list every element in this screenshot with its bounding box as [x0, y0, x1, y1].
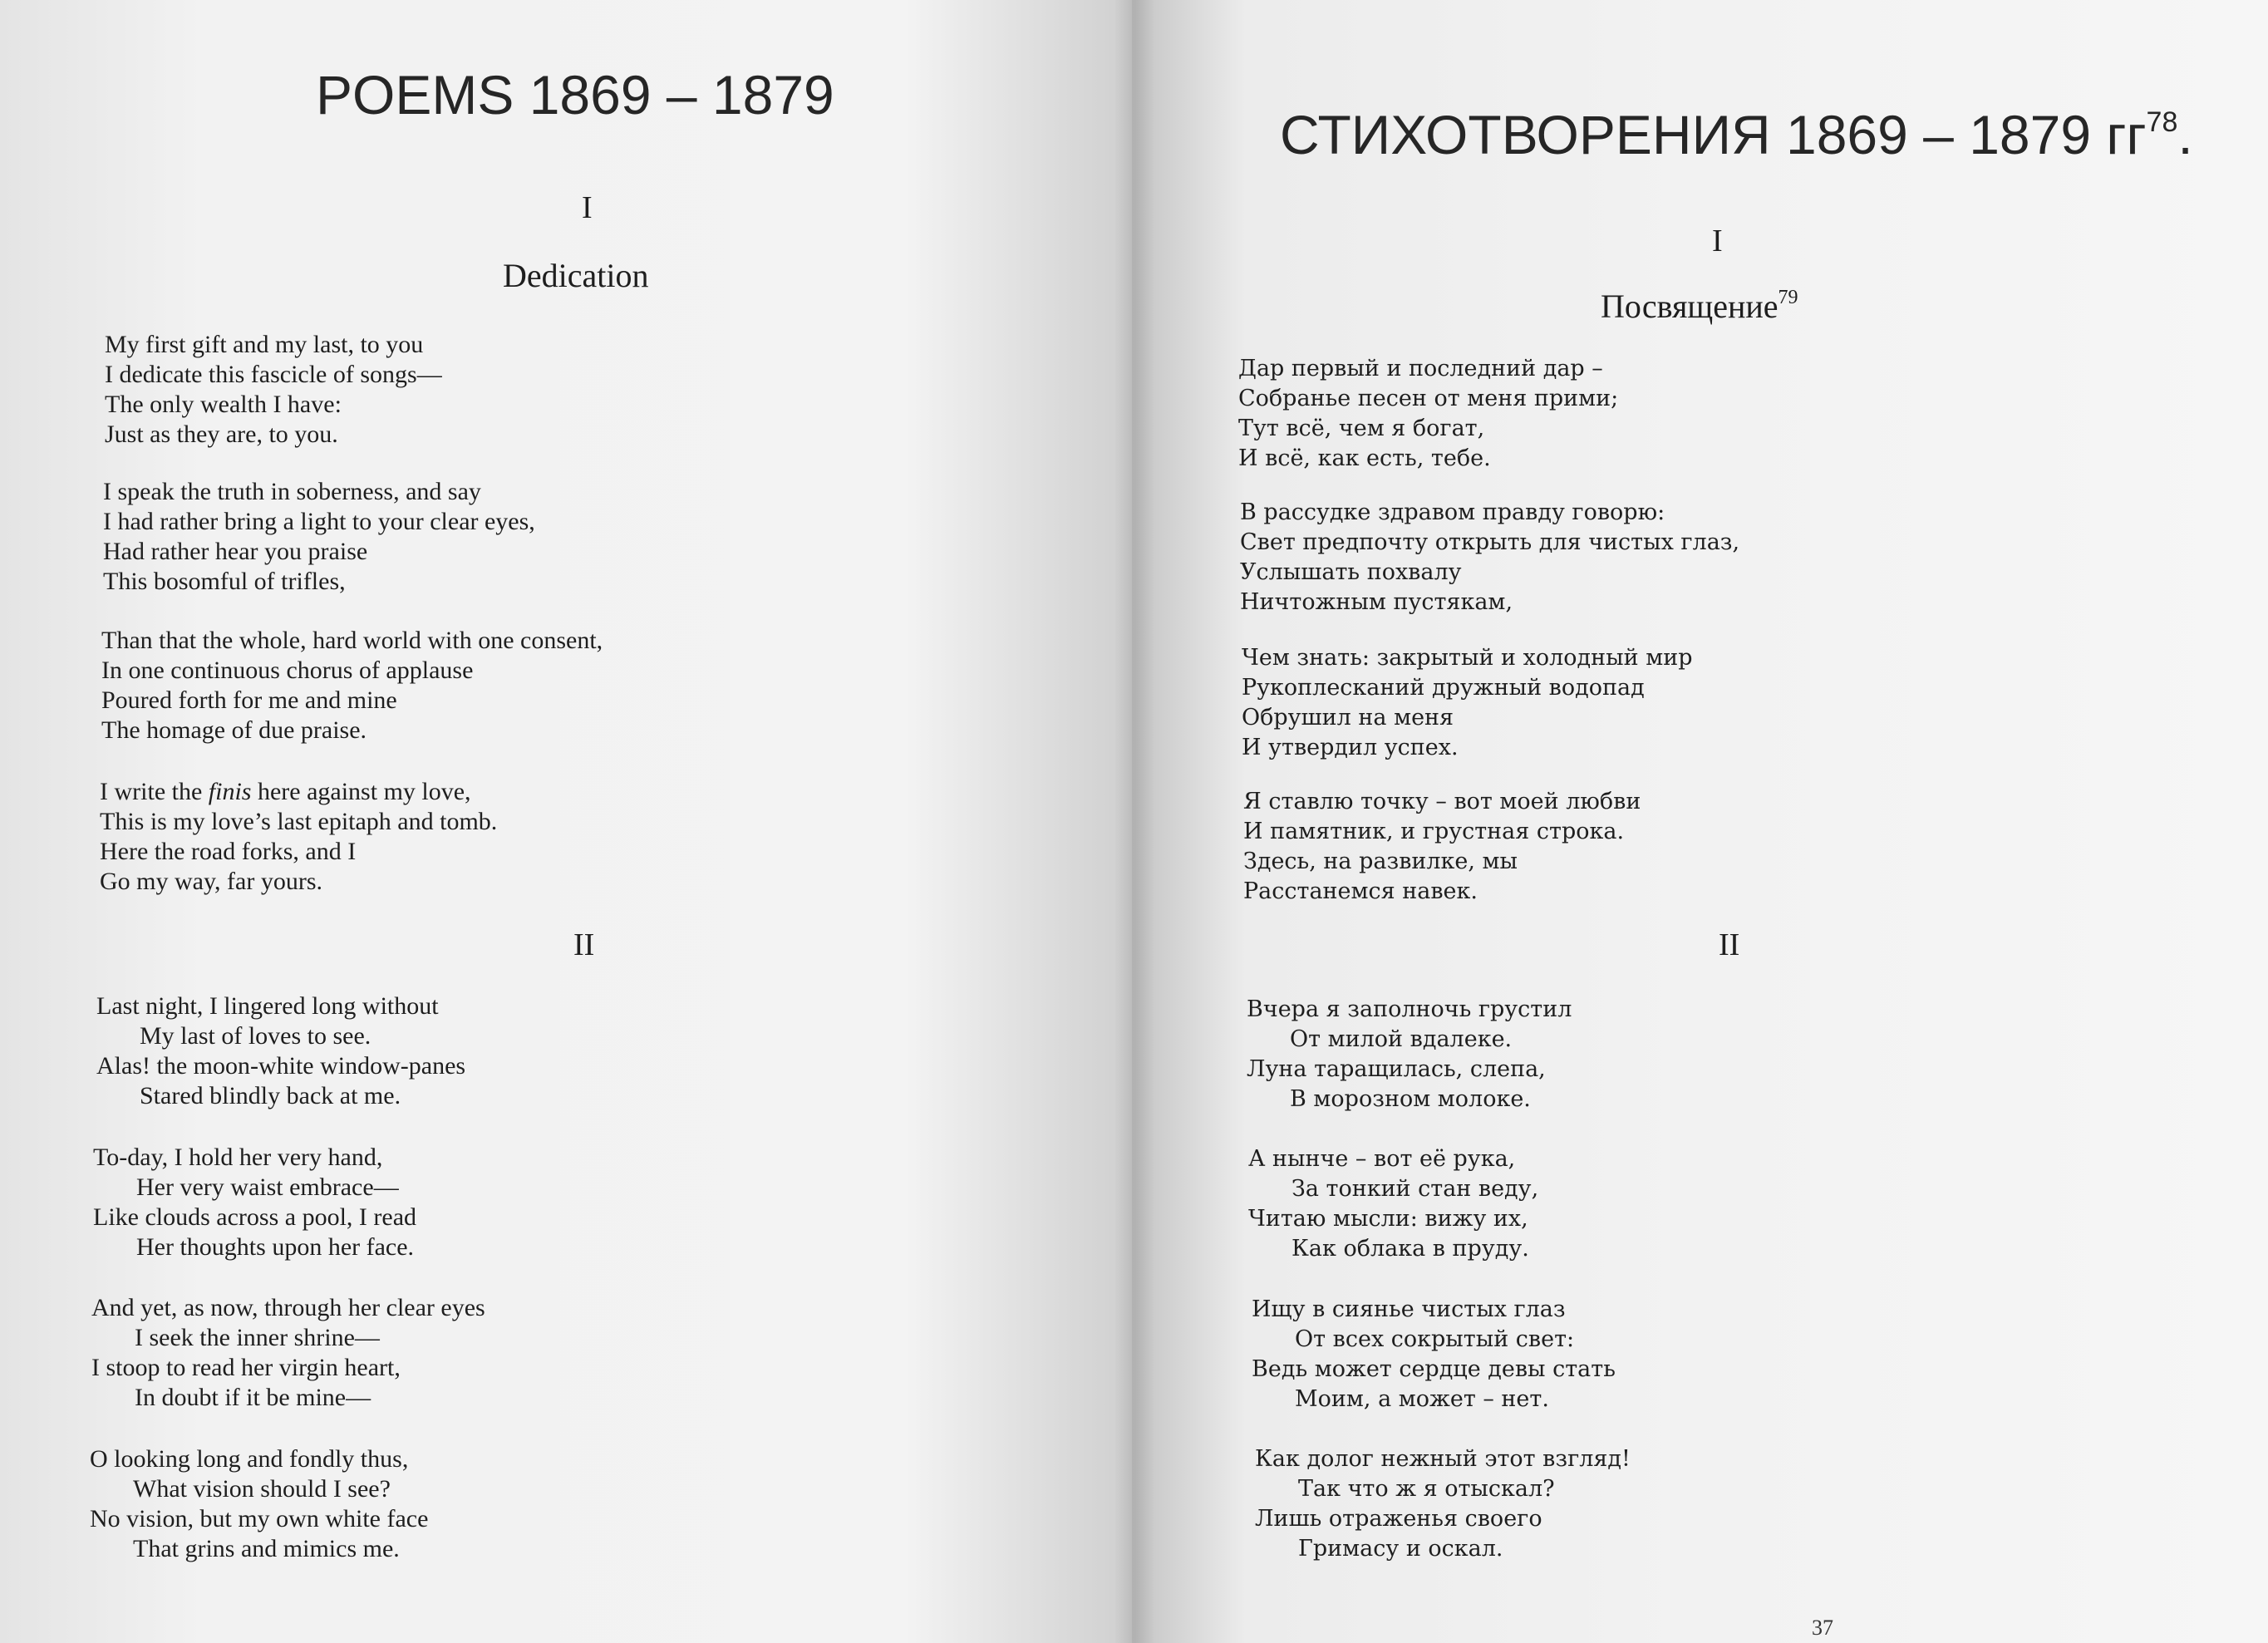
poem-line: No vision, but my own white face [90, 1505, 429, 1532]
poem-line: Her thoughts upon her face. [136, 1233, 415, 1261]
left-stanza-2-3 [91, 1293, 485, 1413]
poem-line: Луна таращилась, слепа, [1247, 1056, 1546, 1082]
poem-line: Обрушил на меня [1242, 705, 1454, 730]
poem-line: Her very waist embrace— [136, 1173, 399, 1201]
left-page [0, 0, 1132, 1643]
left-stanza-1-4 [100, 777, 497, 897]
left-stanza-1-2 [103, 477, 535, 597]
line-text: here against my love, [251, 778, 471, 805]
poem-line: The only wealth I have: [105, 391, 342, 418]
right-stanza-2-4 [1255, 1444, 1631, 1564]
poem-line: Так что ж я отыскал? [1298, 1476, 1555, 1502]
right-stanza-2-1 [1247, 995, 1572, 1114]
poem-line: And yet, as now, through her clear eyes [91, 1294, 485, 1321]
poem-line: Моим, а может – нет. [1295, 1386, 1549, 1412]
poem-line: Than that the whole, hard world with one consent, [101, 627, 603, 654]
poem-line: И памятник, и грустная строка. [1243, 819, 1625, 844]
poem-line: Чем знать: закрытый и холодный мир [1242, 645, 1693, 671]
poem-line: I stoop to read her virgin heart, [91, 1354, 401, 1381]
poem-line: In one continuous chorus of applause [101, 657, 474, 684]
poem-line: Like clouds across a pool, I read [93, 1203, 417, 1231]
left-poem-title: Dedication [503, 257, 649, 294]
poem-line: Лишь отраженья своего [1255, 1506, 1542, 1532]
right-section-2-number: II [1719, 927, 1740, 962]
poem-line: What vision should I see? [133, 1475, 391, 1503]
right-poem-title [1601, 287, 1798, 326]
poem-line: А нынче – вот её рука, [1248, 1146, 1516, 1172]
poem-line [100, 777, 497, 807]
left-stanza-2-2 [93, 1143, 416, 1262]
page-number: 37 [1812, 1616, 1833, 1640]
left-section-2-number: II [573, 927, 595, 962]
poem-line: Расстанемся навек. [1243, 878, 1478, 904]
title-period: . [2177, 104, 2193, 165]
poem-line: O looking long and fondly thus, [90, 1445, 409, 1473]
poem-line: The homage of due praise. [101, 716, 367, 744]
line-text: I write the [100, 778, 209, 805]
poem-line: Гримасу и оскал. [1298, 1536, 1503, 1562]
right-stanza-2-3 [1252, 1295, 1616, 1414]
footnote-marker: 79 [1778, 287, 1798, 308]
poem-line: I speak the truth in soberness, and say [103, 478, 481, 505]
poem-line: В рассудке здравом правду говорю: [1240, 499, 1665, 525]
right-stanza-1-2 [1240, 498, 1739, 617]
poem-line: I seek the inner shrine— [135, 1324, 380, 1351]
poem-line: This bosomful of trifles, [103, 568, 346, 595]
poem-line: Рукоплесканий дружный водопад [1242, 675, 1645, 701]
poem-line: И утвердил успех. [1242, 735, 1459, 760]
right-stanza-2-2 [1248, 1144, 1538, 1264]
poem-line: Had rather hear you praise [103, 538, 368, 565]
right-stanza-1-1 [1238, 354, 1618, 474]
poem-line: Дар первый и последний дар – [1238, 356, 1603, 381]
poem-line: To-day, I hold her very hand, [93, 1144, 383, 1171]
left-section-1-number: I [582, 190, 593, 225]
poem-line: Как облака в пруду. [1291, 1236, 1529, 1262]
poem-line: И всё, как есть, тебе. [1238, 445, 1491, 471]
poem-line: Услышать похвалу [1240, 559, 1462, 585]
poem-line: I had rather bring a light to your clear eyes, [103, 508, 535, 535]
left-stanza-1-1 [105, 330, 442, 450]
poem-line: За тонкий стан веду, [1291, 1176, 1539, 1202]
poem-line: От всех сокрытый свет: [1295, 1326, 1575, 1352]
italic-word: finis [208, 778, 252, 805]
left-stanza-1-3 [101, 626, 603, 745]
book-gutter [1114, 0, 1155, 1643]
poem-line: Читаю мысли: вижу их, [1248, 1206, 1528, 1232]
left-stanza-2-4 [90, 1444, 428, 1564]
poem-line: Alas! the moon-white window-panes [96, 1052, 466, 1080]
footnote-marker: 78 [2146, 106, 2178, 138]
poem-line: In doubt if it be mine— [135, 1384, 371, 1411]
right-page [1132, 0, 2268, 1643]
poem-line: Here the road forks, and I [100, 838, 357, 865]
poem-line: Stared blindly back at me. [140, 1082, 401, 1109]
poem-line: Свет предпочту открыть для чистых глаз, [1240, 529, 1740, 555]
poem-line: Здесь, на развилке, мы [1243, 849, 1518, 874]
poem-line: Ищу в сиянье чистых глаз [1252, 1296, 1566, 1322]
poem-line: Just as they are, to you. [105, 421, 338, 448]
poem-line: Go my way, far yours. [100, 868, 322, 895]
right-stanza-1-3 [1242, 643, 1692, 763]
right-stanza-1-4 [1243, 787, 1641, 907]
left-page-title: POEMS 1869 – 1879 [316, 64, 834, 125]
poem-line: Как долог нежный этот взгляд! [1255, 1446, 1631, 1472]
left-stanza-2-1 [96, 991, 465, 1111]
poem-line: Ведь может сердце девы стать [1252, 1356, 1616, 1382]
title-text: СТИХОТВОРЕНИЯ 1869 – 1879 гг [1280, 104, 2147, 165]
poem-line: Вчера я заполночь грустил [1247, 996, 1572, 1022]
poem-line: Тут всё, чем я богат, [1238, 416, 1485, 441]
poem-line: My last of loves to see. [140, 1022, 371, 1050]
poem-line: I dedicate this fascicle of songs— [105, 361, 442, 388]
right-page-title [1280, 103, 2193, 166]
poem-line: Я ставлю точку – вот моей любви [1243, 789, 1641, 814]
poem-line: От милой вдалеке. [1290, 1026, 1513, 1052]
poem-line: That grins and mimics me. [133, 1535, 400, 1562]
subtitle-text: Посвящение [1601, 288, 1778, 325]
poem-line: My first gift and my last, to you [105, 331, 424, 358]
poem-line: В морозном молоке. [1290, 1086, 1531, 1112]
poem-line: Poured forth for me and mine [101, 686, 397, 714]
poem-line: Last night, I lingered long without [96, 992, 439, 1020]
poem-line: This is my love’s last epitaph and tomb. [100, 808, 498, 835]
poem-line: Ничтожным пустякам, [1240, 589, 1513, 615]
right-section-1-number: I [1712, 224, 1723, 258]
poem-line: Собранье песен от меня прими; [1238, 386, 1619, 411]
